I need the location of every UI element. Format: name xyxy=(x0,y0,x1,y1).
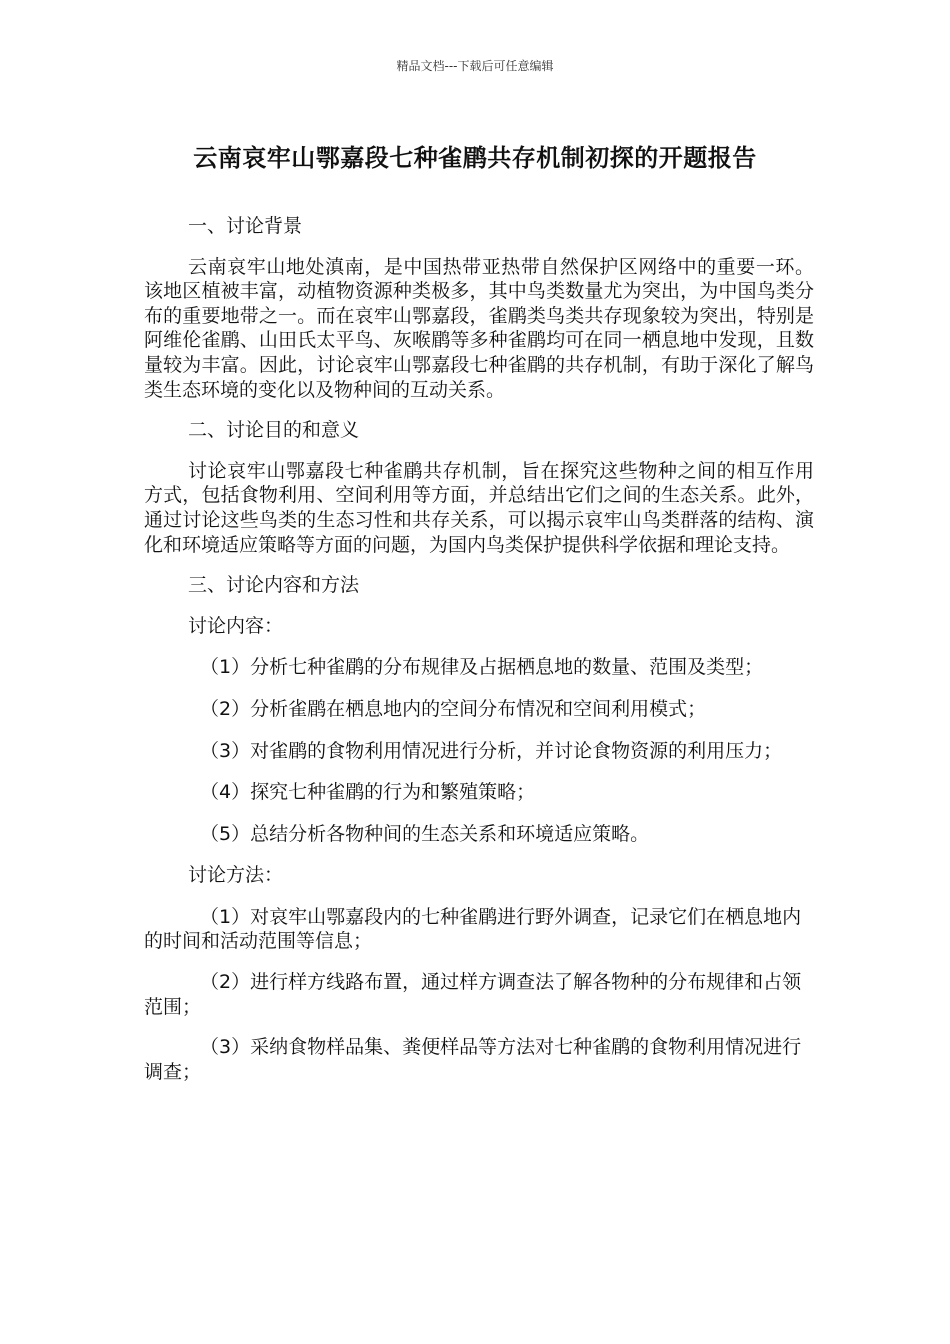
document-title: 云南哀牢山鄂嘉段七种雀鹛共存机制初探的开题报告 xyxy=(193,144,757,172)
content-list-item: （1）分析七种雀鹛的分布规律及占据栖息地的数量、范围及类型； xyxy=(200,656,764,679)
section-heading: 二、讨论目的和意义 xyxy=(188,419,360,442)
document-body xyxy=(144,214,814,1100)
header-note: 精品文档---下载后可任意编辑 xyxy=(396,59,554,73)
content-label: 讨论内容： xyxy=(188,614,284,637)
method-list-item: （3）采纳食物样品集、粪便样品等方法对七种雀鹛的食物利用情况进行调查； xyxy=(144,1036,802,1083)
content-list-item: （2）分析雀鹛在栖息地内的空间分布情况和空间利用模式； xyxy=(200,697,707,720)
content-list-item: （3）对雀鹛的食物利用情况进行分析，并讨论食物资源的利用压力； xyxy=(200,739,783,762)
content-list-item: （4）探究七种雀鹛的行为和繁殖策略； xyxy=(200,781,536,804)
section-paragraph: 讨论哀牢山鄂嘉段七种雀鹛共存机制，旨在探究这些物种之间的相互作用方式，包括食物利用、空间利用等方面，并总结出它们之间的生态关系。此外，通过讨论这些鸟类的生态习性和共存关系，可以揭示哀牢山鸟类群落的结构、演化和环境适应策略等方面的问题，为国内鸟类保护提供科学依据和理论支持。 xyxy=(144,459,814,556)
content-list-item: （5）总结分析各物种间的生态关系和环境适应策略。 xyxy=(200,822,650,845)
method-list-item: （1）对哀牢山鄂嘉段内的七种雀鹛进行野外调查，记录它们在栖息地内的时间和活动范围等信息； xyxy=(144,905,802,953)
method-label: 讨论方法： xyxy=(188,864,284,887)
method-list-item: （2）进行样方线路布置，通过样方调查法了解各物种的分布规律和占领范围； xyxy=(144,971,802,1018)
section-paragraph: 云南哀牢山地处滇南，是中国热带亚热带自然保护区网络中的重要一环。该地区植被丰富，动植物资源种类极多，其中鸟类数量尤为突出，为中国鸟类分布的重要地带之一。而在哀牢山鄂嘉段，雀鹛类鸟类共存现象较为突出，特别是阿维伦雀鹛、山田氏太平鸟、灰喉鹛等多种雀鹛均可在同一栖息地中发现，且数量较为丰富。因此，讨论哀牢山鄂嘉段七种雀鹛的共存机制，有助于深化了解鸟类生态环境的变化以及物种间的互动关系。 xyxy=(144,255,814,401)
section-heading: 一、讨论背景 xyxy=(188,215,303,237)
section-heading: 三、讨论内容和方法 xyxy=(188,574,360,597)
